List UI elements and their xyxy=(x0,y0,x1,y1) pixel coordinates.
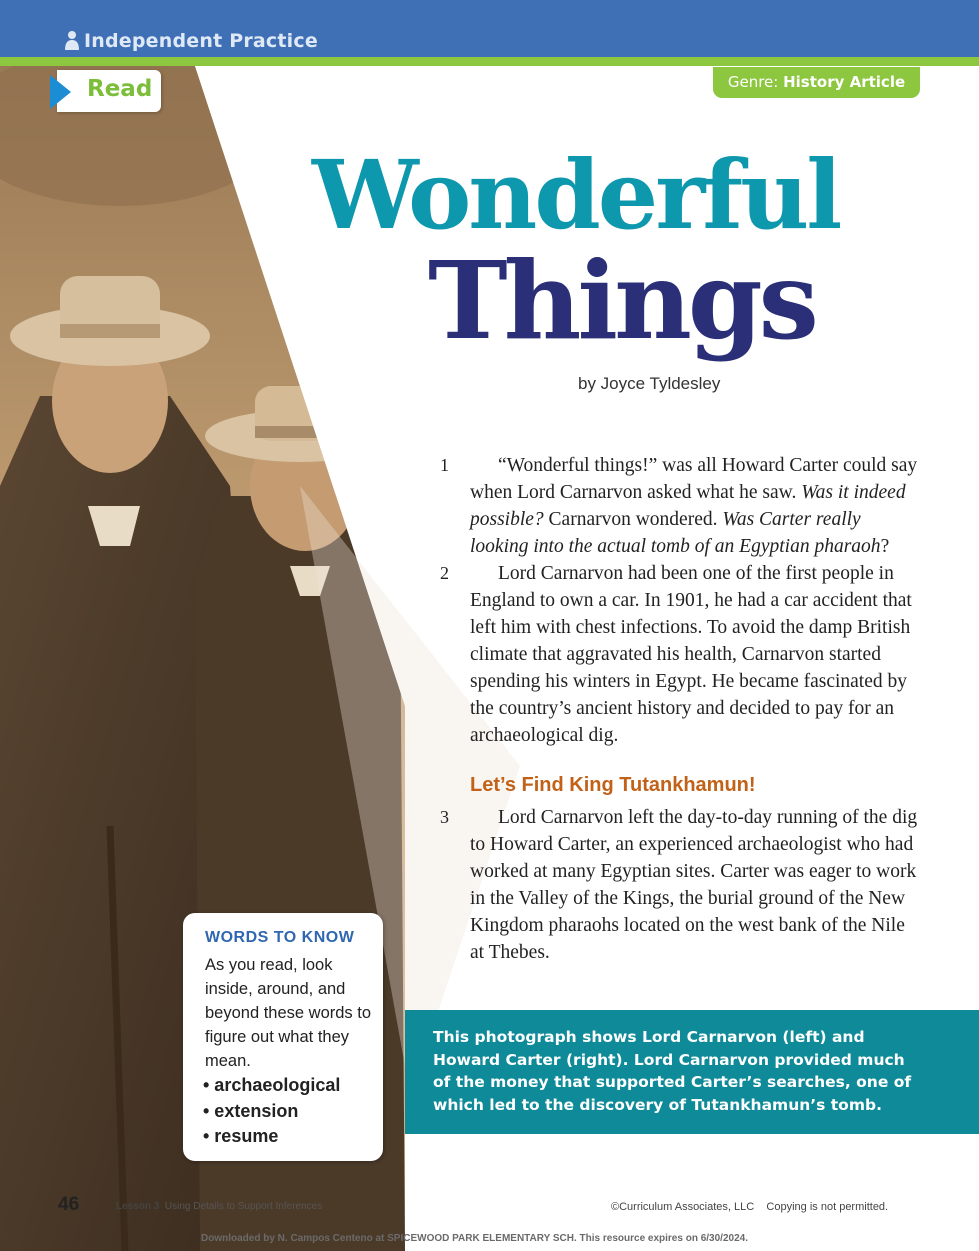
paragraph-number: 1 xyxy=(440,455,449,475)
play-arrow-icon xyxy=(50,75,71,109)
photo-caption-box xyxy=(405,1010,979,1134)
person-icon xyxy=(64,30,80,50)
copyright: ©Curriculum Associates, LLC Copying is not permitted. xyxy=(611,1201,889,1213)
title-line-2: Things xyxy=(428,239,815,364)
words-to-know-intro: As you read, look inside, around, and beyond these words to figure out what they mean. xyxy=(205,956,372,1070)
vocabulary-word: • resume xyxy=(203,1126,279,1146)
byline: by Joyce Tyldesley xyxy=(578,374,721,393)
header-accent-line xyxy=(0,57,979,66)
read-tab-label: Read xyxy=(87,76,153,102)
genre-badge xyxy=(713,67,920,98)
lesson-title: Using Details to Support Inferences xyxy=(164,1201,323,1212)
paragraph-number: 3 xyxy=(440,807,449,827)
photo-caption: This photograph shows Lord Carnarvon (left) and Howard Carter (right). Lord Carnarvon provided much of the money that supported Carter’s searches, one of which led to the discovery of Tutankhamun’s tomb. xyxy=(433,1028,912,1114)
page-number: 46 xyxy=(58,1194,80,1215)
section-label xyxy=(64,30,318,52)
lesson-footer xyxy=(116,1201,322,1212)
vocabulary-word: • archaeological xyxy=(203,1075,341,1095)
paragraph-2 xyxy=(440,560,920,749)
paragraph-1 xyxy=(440,452,920,560)
paragraph-number: 2 xyxy=(440,563,449,583)
p1-text-e: ? xyxy=(880,536,890,557)
section-heading: Let’s Find King Tutankhamun! xyxy=(470,774,756,796)
p1-italic-b: Was it indeed possible? xyxy=(470,482,906,530)
p1-italic-d: Was Carter really looking into the actual tomb of an Egyptian pharaoh xyxy=(470,509,881,557)
vocabulary-list xyxy=(203,1073,340,1150)
p1-text-a: “Wonderful things!” was all Howard Carter could say when Lord Carnarvon asked what he saw. xyxy=(470,455,918,503)
words-to-know-title: WORDS TO KNOW xyxy=(205,929,355,946)
section-label-text: Independent Practice xyxy=(84,30,318,52)
download-notice: Downloaded by N. Campos Centeno at SPICEWOOD PARK ELEMENTARY SCH. This resource expires on 6/30/2024. xyxy=(201,1233,748,1244)
words-to-know-box xyxy=(183,913,383,1161)
paragraph-text: Lord Carnarvon left the day-to-day running of the dig to Howard Carter, an experienced archaeologist who had worked at many Egyptian sites. Carter was eager to work in the Valley of the Kings, the burial ground of the New Kingdom pharaohs located on the west bank of the Nile at Thebes. xyxy=(470,807,918,963)
genre-prefix: Genre: xyxy=(727,73,779,91)
vocabulary-word: • extension xyxy=(203,1100,299,1121)
genre-value: History Article xyxy=(783,73,906,91)
title-line-1: Wonderful xyxy=(312,140,840,251)
paragraph-text: Lord Carnarvon had been one of the first people in England to own a car. In 1901, he had a car accident that left him with chest infections. To avoid the damp British climate that aggravated his health, Carnarvon started spending his winters in Egypt. He became fascinated by the country’s ancient history and decided to pay for an archaeological dig. xyxy=(470,563,912,746)
p1-text-c: Carnarvon wondered. xyxy=(543,509,723,530)
paragraph-3 xyxy=(440,804,920,966)
lesson-label: Lesson 3 xyxy=(116,1201,160,1212)
